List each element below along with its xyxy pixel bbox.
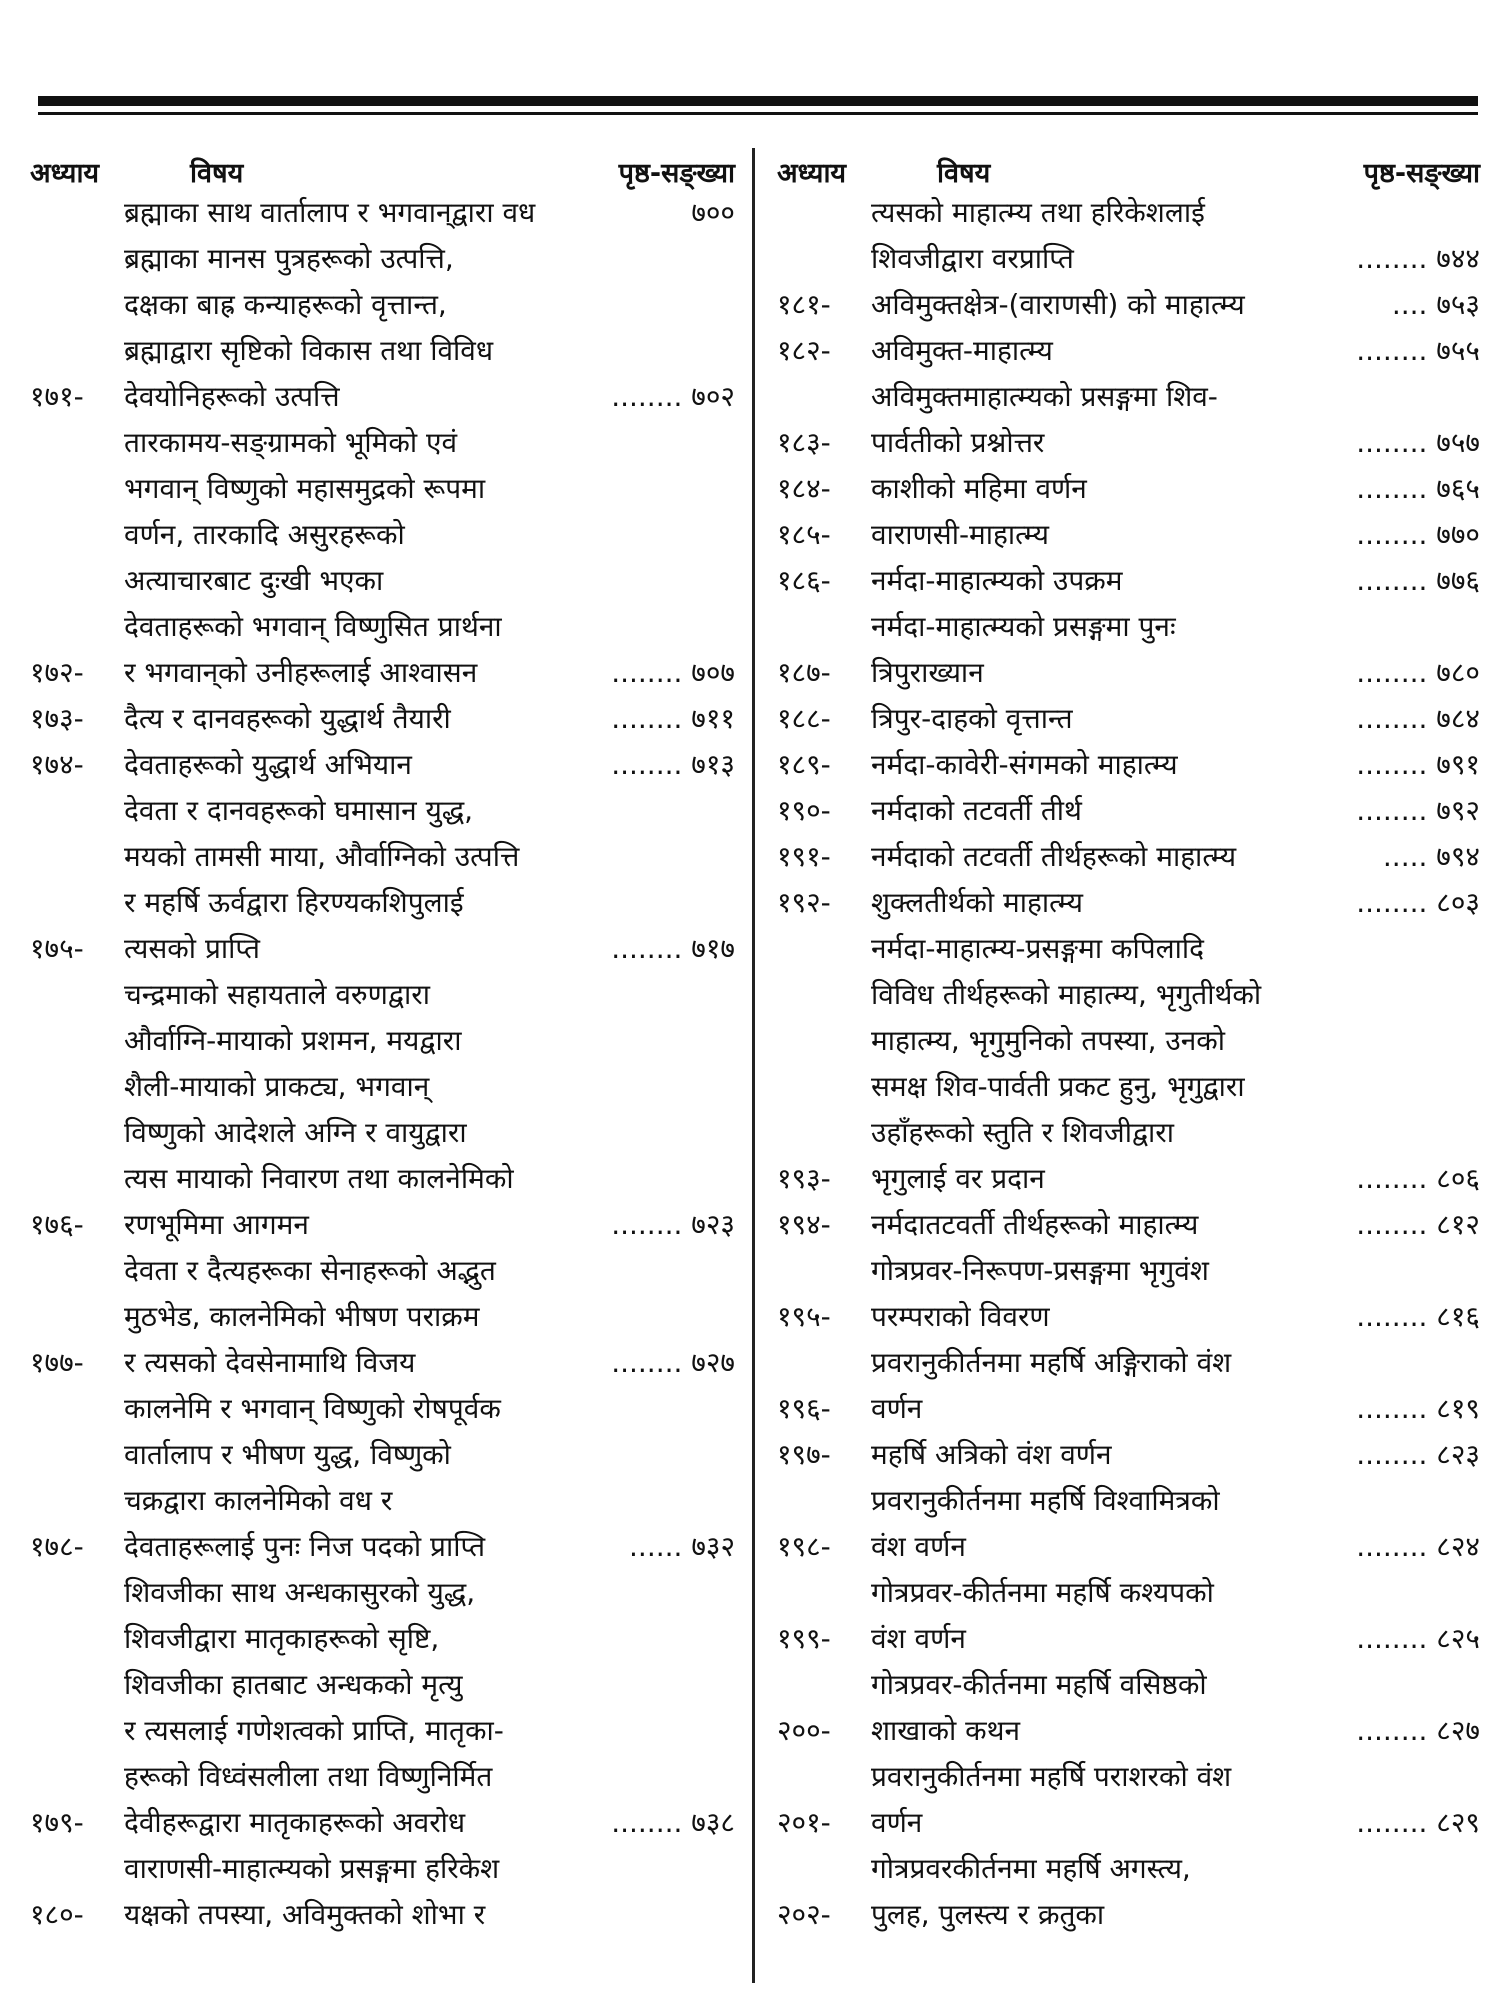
entry-text: तारकामय-सङ्ग्रामको भूमिको एवं [124,426,458,459]
toc-entry [777,1570,1480,1662]
page-number: ........ ८०६ [1356,1162,1480,1195]
entry-text: नर्मदाको तटवर्ती तीर्थहरूको माहात्म्य [871,840,1237,873]
chapter-number: १७९- [30,1806,84,1839]
page-number: ........ ८०३ [1356,886,1480,919]
page-number: ........ ८१६ [1356,1300,1480,1333]
page-number: ........ ८२३ [1356,1438,1480,1471]
page-number: ........ ७३८ [611,1806,735,1839]
entry-text: देवताहरूको भगवान् विष्णुसित प्रार्थना [124,610,502,643]
entry-text: शिवजीका साथ अन्धकासुरको युद्ध, [124,1576,476,1609]
header-page: पृष्ठ-सङ्ख्या [618,158,735,189]
toc-entries [777,190,1480,1938]
page-number: ........ ८२४ [1356,1530,1480,1563]
toc-entry [777,1846,1480,1938]
entry-text: प्रवरानुकीर्तनमा महर्षि अङ्गिराको वंश [871,1346,1232,1379]
entry-text: यक्षको तपस्या, अविमुक्तको शोभा र [124,1898,486,1931]
toc-entry [30,972,735,1248]
chapter-number: १७५- [30,932,84,965]
entry-text: उहाँहरूको स्तुति र शिवजीद्वारा [871,1116,1175,1149]
entry-text: माहात्म्य, भृगुमुनिको तपस्या, उनको [871,1024,1226,1057]
page-number: ........ ७२७ [611,1346,735,1379]
page-number: ........ ७०२ [611,380,735,413]
toc-entry [777,696,1480,742]
entry-text: नर्मदा-माहात्म्य-प्रसङ्गमा कपिलादि [871,932,1204,965]
entry-text: देवयोनिहरूको उत्पत्ति [124,380,340,413]
entry-text: भगवान् विष्णुको महासमुद्रको रूपमा [124,472,486,505]
chapter-number: १९१- [777,840,831,873]
entry-text: महर्षि अत्रिको वंश वर्णन [871,1438,1112,1471]
toc-entry [777,604,1480,696]
toc-entry [777,1478,1480,1570]
entry-text: भृगुलाई वर प्रदान [871,1162,1045,1195]
chapter-number: १८०- [30,1898,84,1931]
page-number: ........ ७०७ [611,656,735,689]
entry-text: नर्मदाको तटवर्ती तीर्थ [871,794,1082,827]
header-subject: विषय [937,158,991,189]
entry-text: वर्णन [871,1392,923,1425]
column-header [30,140,735,190]
page-number: ........ ८१२ [1356,1208,1480,1241]
toc-entry [777,282,1480,328]
toc-entry [777,742,1480,788]
entry-text: त्यस मायाको निवारण तथा कालनेमिको [124,1162,514,1195]
chapter-number: १९४- [777,1208,831,1241]
entry-text: और्वाग्नि-मायाको प्रशमन, मयद्वारा [124,1024,462,1057]
toc-entry [777,512,1480,558]
entry-text: समक्ष शिव-पार्वती प्रकट हुनु, भृगुद्वारा [871,1070,1245,1103]
chapter-number: १९०- [777,794,831,827]
toc-entry [777,1662,1480,1754]
toc-entry [30,742,735,788]
chapter-number: १७६- [30,1208,84,1241]
toc-entry [777,788,1480,834]
top-rule-thin [38,112,1478,115]
chapter-number: १७१- [30,380,84,413]
top-rule-thick [38,96,1478,106]
entry-text: त्रिपुराख्यान [871,656,984,689]
page-number: ........ ७७० [1356,518,1480,551]
page-number: ........ ७८० [1356,656,1480,689]
entry-text: त्रिपुर-दाहको वृत्तान्त [871,702,1073,735]
entry-text: पुलह, पुलस्त्य र क्रतुका [871,1898,1105,1931]
entry-text: चन्द्रमाको सहायताले वरुणद्वारा [124,978,430,1011]
entry-text: परम्पराको विवरण [871,1300,1050,1333]
chapter-number: १७३- [30,702,84,735]
toc-entry [777,328,1480,374]
entry-text: वंश वर्णन [871,1530,966,1563]
chapter-number: १९९- [777,1622,831,1655]
page-number: ........ ८२९ [1356,1806,1480,1839]
page-number: ........ ७६५ [1356,472,1480,505]
entry-text: शिवजीद्वारा मातृकाहरूको सृष्टि, [124,1622,440,1655]
chapter-number: २०२- [777,1898,831,1931]
entry-text: वाराणसी-माहात्म्यको प्रसङ्गमा हरिकेश [124,1852,500,1885]
entry-text: र त्यसलाई गणेशत्वको प्राप्ति, मातृका- [124,1714,504,1747]
entry-text: हरूको विध्वंसलीला तथा विष्णुनिर्मित [124,1760,493,1793]
toc-entry [30,420,735,696]
entry-text: शैली-मायाको प्राकट्य, भगवान् [124,1070,430,1103]
toc-entry [777,466,1480,512]
chapter-number: १८६- [777,564,831,597]
entry-text: शुक्लतीर्थको माहात्म्य [871,886,1083,919]
entry-text: वर्णन, तारकादि असुरहरूको [124,518,405,551]
toc-entry [777,190,1480,282]
entry-text: विविध तीर्थहरूको माहात्म्य, भृगुतीर्थको [871,978,1262,1011]
toc-left-column [30,140,735,1938]
entry-text: प्रवरानुकीर्तनमा महर्षि विश्वामित्रको [871,1484,1220,1517]
page-number: ........ ७८४ [1356,702,1480,735]
toc-entry [777,880,1480,926]
page-number: .... ७५३ [1391,288,1480,321]
header-page: पृष्ठ-सङ्ख्या [1363,158,1480,189]
chapter-number: १९२- [777,886,831,919]
entry-text: नर्मदातटवर्ती तीर्थहरूको माहात्म्य [871,1208,1199,1241]
entry-text: देवता र दानवहरूको घमासान युद्ध, [124,794,474,827]
chapter-number: १९८- [777,1530,831,1563]
page-number: ........ ७९१ [1356,748,1480,781]
entry-text: अत्याचारबाट दुःखी भएका [124,564,384,597]
chapter-number: १८३- [777,426,831,459]
page-number: ........ ७४४ [1356,242,1480,275]
page-number: ........ ८२५ [1356,1622,1480,1655]
entry-text: ब्रह्माका मानस पुत्रहरूको उत्पत्ति, [124,242,454,275]
toc-entry [30,1248,735,1386]
column-header [777,140,1480,190]
toc-entry [777,1340,1480,1432]
chapter-number: २०१- [777,1806,831,1839]
entry-text: रणभूमिमा आगमन [124,1208,309,1241]
toc-entry [30,236,735,420]
toc-entry [777,558,1480,604]
page-number: ७०० [691,196,735,229]
entry-text: वर्णन [871,1806,923,1839]
chapter-number: १७८- [30,1530,84,1563]
entry-text: नर्मदा-कावेरी-संगमको माहात्म्य [871,748,1178,781]
entry-text: प्रवरानुकीर्तनमा महर्षि पराशरको वंश [871,1760,1232,1793]
chapter-number: १८७- [777,656,831,689]
entry-text: वाराणसी-माहात्म्य [871,518,1049,551]
entry-text: शिवजीद्वारा वरप्राप्ति [871,242,1074,275]
toc-entry [777,926,1480,1202]
chapter-number: १७२- [30,656,84,689]
chapter-number: १८२- [777,334,831,367]
entry-text: वार्तालाप र भीषण युद्ध, विष्णुको [124,1438,451,1471]
entry-text: दैत्य र दानवहरूको युद्धार्थ तैयारी [124,702,451,735]
page-number: ........ ७७६ [1356,564,1480,597]
entry-text: र भगवान्‌को उनीहरूलाई आश्वासन [124,656,478,689]
entry-text: ब्रह्माका साथ वार्तालाप र भगवान्‌द्वारा वध [124,196,536,229]
chapter-number: १७४- [30,748,84,781]
entry-text: अविमुक्तमाहात्म्यको प्रसङ्गमा शिव- [871,380,1218,413]
toc-right-column [777,140,1480,1938]
header-chapter: अध्याय [30,158,100,189]
entry-text: विष्णुको आदेशले अग्नि र वायुद्वारा [124,1116,467,1149]
entry-text: गोत्रप्रवरकीर्तनमा महर्षि अगस्त्य, [871,1852,1191,1885]
chapter-number: १९३- [777,1162,831,1195]
toc-entry [30,1386,735,1570]
page-number: ..... ७९४ [1382,840,1480,873]
toc-entry [30,1846,735,1938]
entry-text: र त्यसको देवसेनामाथि विजय [124,1346,416,1379]
entry-text: नर्मदा-माहात्म्यको प्रसङ्गमा पुनः [871,610,1176,643]
entry-text: शाखाको कथन [871,1714,1021,1747]
toc-entry [30,788,735,972]
entry-text: ब्रह्माद्वारा सृष्टिको विकास तथा विविध [124,334,494,367]
toc-entry [777,1202,1480,1248]
entry-text: र महर्षि ऊर्वद्वारा हिरण्यकशिपुलाई [124,886,464,919]
entry-text: गोत्रप्रवर-कीर्तनमा महर्षि कश्यपको [871,1576,1214,1609]
toc-entry [777,1754,1480,1846]
chapter-number: १९७- [777,1438,831,1471]
entry-text: वंश वर्णन [871,1622,966,1655]
chapter-number: १७७- [30,1346,84,1379]
page-number: ........ ७२३ [611,1208,735,1241]
page-number: ........ ८१९ [1356,1392,1480,1425]
entry-text: देवताहरूलाई पुनः निज पदको प्राप्ति [124,1530,486,1563]
chapter-number: १८५- [777,518,831,551]
chapter-number: १८१- [777,288,831,321]
entry-text: गोत्रप्रवर-कीर्तनमा महर्षि वसिष्ठको [871,1668,1207,1701]
toc-entry [777,1432,1480,1478]
page-number: ........ ७५७ [1356,426,1480,459]
entry-text: अविमुक्तक्षेत्र-(वाराणसी) को माहात्म्य [871,288,1245,321]
page-number: ........ ७९२ [1356,794,1480,827]
entry-text: देवताहरूको युद्धार्थ अभियान [124,748,412,781]
entry-text: देवता र दैत्यहरूका सेनाहरूको अद्भुत [124,1254,496,1287]
column-divider [752,148,755,1983]
entry-text: मुठभेड, कालनेमिको भीषण पराक्रम [124,1300,480,1333]
toc-entry [30,696,735,742]
page-number: ........ ७१७ [611,932,735,965]
page-number: ........ ७५५ [1356,334,1480,367]
entry-text: शिवजीका हातबाट अन्धकको मृत्यु [124,1668,463,1701]
entry-text: काशीको महिमा वर्णन [871,472,1087,505]
page-number: ........ ७१३ [611,748,735,781]
header-chapter: अध्याय [777,158,847,189]
toc-entry [777,1248,1480,1340]
entry-text: देवीहरूद्वारा मातृकाहरूको अवरोध [124,1806,466,1839]
entry-text: मयको तामसी माया, और्वाग्निको उत्पत्ति [124,840,520,873]
chapter-number: १८९- [777,748,831,781]
entry-text: गोत्रप्रवर-निरूपण-प्रसङ्गमा भृगुवंश [871,1254,1209,1287]
entry-text: नर्मदा-माहात्म्यको उपक्रम [871,564,1123,597]
chapter-number: २००- [777,1714,831,1747]
toc-entries [30,190,735,1938]
entry-text: पार्वतीको प्रश्नोत्तर [871,426,1045,459]
page-number: ...... ७३२ [629,1530,735,1563]
entry-text: त्यसको माहात्म्य तथा हरिकेशलाई [871,196,1205,229]
chapter-number: १९६- [777,1392,831,1425]
entry-text: दक्षका बाह्र कन्याहरूको वृत्तान्त, [124,288,447,321]
chapter-number: १८८- [777,702,831,735]
chapter-number: १८४- [777,472,831,505]
toc-entry [30,190,735,236]
toc-entry [777,374,1480,466]
entry-text: अविमुक्त-माहात्म्य [871,334,1053,367]
chapter-number: १९५- [777,1300,831,1333]
entry-text: त्यसको प्राप्ति [124,932,260,965]
entry-text: कालनेमि र भगवान् विष्णुको रोषपूर्वक [124,1392,501,1425]
page-number: ........ ७११ [611,702,735,735]
toc-entry [777,834,1480,880]
toc-entry [30,1570,735,1846]
page-number: ........ ८२७ [1356,1714,1480,1747]
header-subject: विषय [190,158,244,189]
entry-text: चक्रद्वारा कालनेमिको वध र [124,1484,393,1517]
